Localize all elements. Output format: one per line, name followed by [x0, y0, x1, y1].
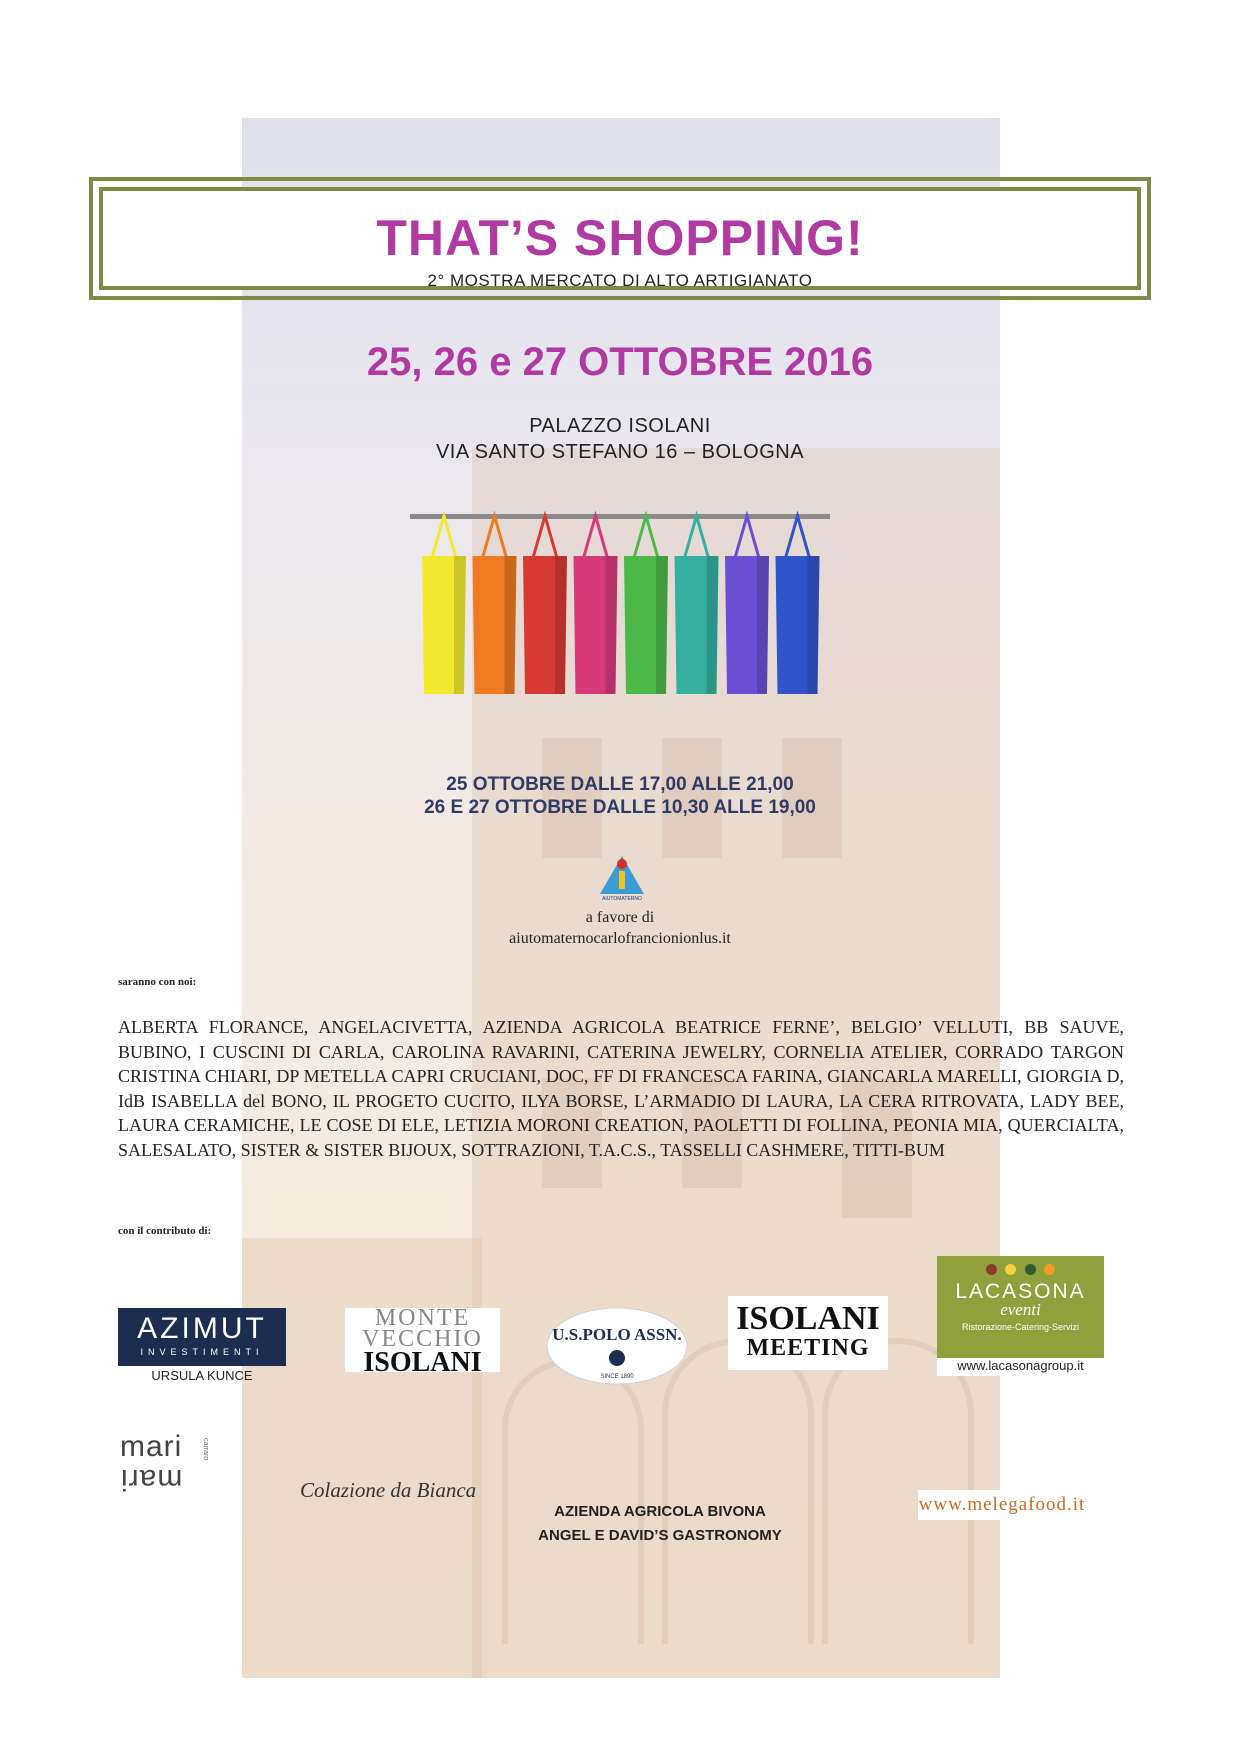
venue-name: PALAZZO ISOLANI	[529, 415, 711, 437]
bag-handle	[584, 516, 608, 558]
azimut-logo	[118, 1308, 286, 1366]
lacasona-name: LACASONA	[955, 1280, 1086, 1303]
lacasona-dot-1	[986, 1264, 997, 1275]
bag-handle	[634, 516, 658, 558]
opening-hours	[0, 773, 1240, 819]
bag-shade	[656, 556, 668, 694]
charity-info	[0, 907, 1240, 949]
lacasona-logo	[937, 1256, 1104, 1358]
polo-text: U.S.POLO ASSN.	[552, 1325, 682, 1344]
azimut-name: AZIMUT	[137, 1312, 267, 1345]
lacasona-services: Ristorazione-Catering-Servizi	[961, 1322, 1080, 1332]
charity-website[interactable]: aiutomaternocarlofrancionionlus.it	[509, 930, 731, 947]
logo-body	[619, 871, 625, 889]
bag-handle	[533, 516, 557, 558]
bivona-line1: AZIENDA AGRICOLA BIVONA	[554, 1503, 766, 1520]
bag-handle	[786, 516, 810, 558]
title-frame	[89, 177, 1151, 300]
lacasona-dots	[937, 1256, 1104, 1276]
azimut-person: URSULA KUNCE	[151, 1368, 253, 1383]
title-frame-inner	[99, 187, 1141, 290]
mari-top: mari	[120, 1430, 183, 1463]
bag-shade	[757, 556, 769, 694]
participants-list: ALBERTA FLORANCE, ANGELACIVETTA, AZIENDA AGRICOLA BEATRICE FERNE’, BELGIO’ VELLUTI, BB SAUVE, BUBINO, I CUSCINI DI CARLA, CAROLINA RAVARINI, CATERINA JEWELRY, CORNELIA ATELIER, CORRADO TARGON CRISTINA CHIARI, DP METELLA CAPRI CRUCIANI, DOC, FF DI FRANCESCA FARINA, GIANCARLA MARELLI, GIORGIA D, IdB ISABELLA del BONO, IL PROGETO CUCITO, ILYA BORSE, L’ARMADIO DI LAURA, LA CERA RITROVATA, LADY BEE, LAURA CERAMICHE, LE COSE DI ELE, LETIZIA MORONI CREATION, PAOLETTI DI FOLLINA, PEONIA MIA, QUERCIALTA, SALESALATO, SISTER & SISTER BIJOUX, SOTTRAZIONI, T.A.C.S., TASSELLI CASHMERE, TITTI-BUM	[118, 1017, 1124, 1160]
hanging-rail	[410, 514, 830, 519]
charity-label: a favore di	[585, 909, 655, 926]
bivona-line2: ANGEL E DAVID’S GASTRONOMY	[538, 1527, 782, 1544]
lacasona-dot-2	[1005, 1264, 1016, 1275]
event-dates: 25, 26 e 27 OTTOBRE 2016	[366, 340, 874, 384]
bag-shade	[454, 556, 466, 694]
lacasona-eventi: eventi	[1000, 1300, 1041, 1319]
mari-carraro-logo	[120, 1430, 215, 1510]
colazione-da-bianca-logo: Colazione da Bianca	[300, 1478, 477, 1502]
monte-vecchio-isolani-logo	[345, 1305, 500, 1378]
monte-line1: MONTE	[374, 1305, 471, 1331]
lacasona-dot-3	[1025, 1264, 1036, 1275]
isolani-meeting-logo	[728, 1296, 888, 1370]
shopping-bags-illustration	[410, 508, 830, 698]
venue-street: VIA SANTO STEFANO 16 – BOLOGNA	[435, 441, 805, 463]
venue-address	[0, 413, 1240, 465]
sponsors-heading: con il contributo di:	[118, 1225, 212, 1237]
polo-since: SINCE 1890	[600, 1374, 634, 1380]
us-polo-assn-logo	[544, 1304, 690, 1388]
isolani-meeting-line1: ISOLANI	[736, 1300, 880, 1337]
azimut-tag: INVESTIMENTI	[140, 1347, 264, 1357]
bag-shade	[606, 556, 618, 694]
polo-horse-icon	[609, 1350, 625, 1366]
aiutomaterno-logo	[598, 854, 646, 902]
bag-handle	[685, 516, 709, 558]
event-title: THAT’S SHOPPING!	[376, 210, 864, 266]
hours-day1: 25 OTTOBRE DALLE 17,00 ALLE 21,00	[446, 774, 794, 795]
hours-day2: 26 E 27 OTTOBRE DALLE 10,30 ALLE 19,00	[424, 797, 816, 818]
mari-small: carraro	[202, 1438, 209, 1461]
bag-shade	[555, 556, 567, 694]
shopping-bags	[422, 516, 820, 694]
bag-handle	[735, 516, 759, 558]
lacasona-dot-4	[1044, 1264, 1055, 1275]
mari-bottom: mari	[120, 1463, 183, 1496]
bag-handle	[483, 516, 507, 558]
participants-heading: saranno con noi:	[118, 976, 197, 988]
monte-line2: VECCHIO	[362, 1326, 483, 1352]
bag-shade	[707, 556, 719, 694]
bag-handle	[432, 516, 456, 558]
event-subtitle: 2° MOSTRA MERCATO DI ALTO ARTIGIANATO	[427, 271, 813, 290]
monte-line3: ISOLANI	[363, 1347, 482, 1378]
bag-shade	[808, 556, 820, 694]
melegafood-logo[interactable]: www.melegafood.it	[918, 1490, 1086, 1520]
bag-shade	[505, 556, 517, 694]
logo-head	[617, 859, 627, 869]
isolani-meeting-line2: MEETING	[746, 1335, 870, 1361]
lacasona-website[interactable]: www.lacasonagroup.it	[937, 1358, 1104, 1376]
polo-badge	[547, 1308, 687, 1384]
logo-text: AIUTOMATERNO	[602, 896, 642, 902]
